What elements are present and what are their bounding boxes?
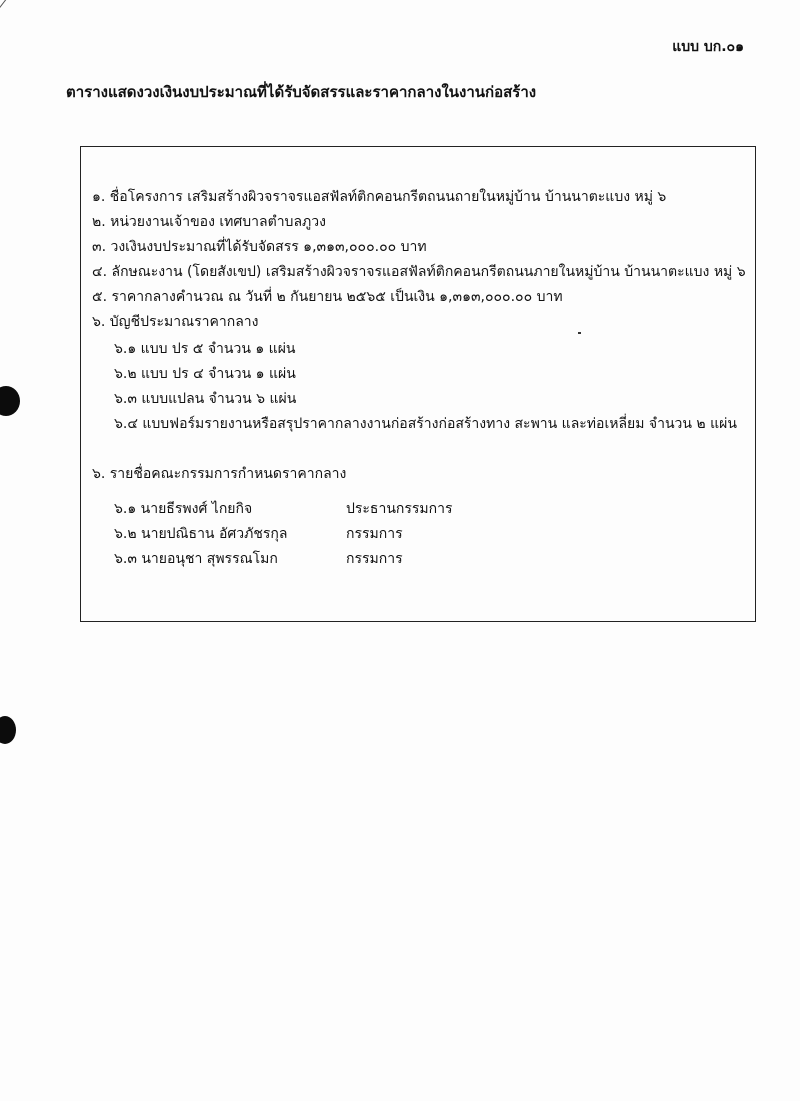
budget-amount: ๓. วงเงินงบประมาณที่ได้รับจัดสรร ๑,๓๑๓,๐๐๐.๐๐ บาท bbox=[92, 239, 427, 255]
price-list-item: ๖.๑ แบบ ปร ๕ จำนวน ๑ แผ่น bbox=[114, 341, 296, 357]
price-list-item: ๖.๓ แบบแปลน จำนวน ๖ แผ่น bbox=[114, 391, 297, 407]
committee-member-name: ๖.๑ นายธีรพงศ์ ไกยกิจ bbox=[114, 501, 253, 517]
scan-speck bbox=[578, 332, 581, 334]
committee-heading: ๖. รายชื่อคณะกรรมการกำหนดราคากลาง bbox=[92, 466, 347, 482]
owner-agency: ๒. หน่วยงานเจ้าของ เทศบาลตำบลภูวง bbox=[92, 214, 326, 230]
form-code: แบบ บก.๐๑ bbox=[672, 39, 744, 55]
punch-hole bbox=[0, 386, 20, 416]
median-price: ๕. ราคากลางคำนวณ ณ วันที่ ๒ กันยายน ๒๕๖๕ เป็นเงิน ๑,๓๑๓,๐๐๐.๐๐ บาท bbox=[92, 289, 563, 305]
committee-member-role: ประธานกรรมการ bbox=[346, 501, 453, 517]
work-description: ๔. ลักษณะงาน (โดยสังเขป) เสริมสร้างผิวจราจรแอสฟัลท์ติกคอนกรีตถนนภายในหมู่บ้าน บ้านนาตะแบง หมู่ ๖ bbox=[92, 264, 746, 280]
committee-member-role: กรรมการ bbox=[346, 526, 403, 542]
price-list-item: ๖.๔ แบบฟอร์มรายงานหรือสรุปราคากลางงานก่อสร้างก่อสร้างทาง สะพาน และท่อเหลี่ยม จำนวน ๒ แผ่น bbox=[114, 416, 737, 432]
scan-edge-line bbox=[0, 0, 19, 15]
committee-member-role: กรรมการ bbox=[346, 551, 403, 567]
page-title: ตารางแสดงวงเงินงบประมาณที่ได้รับจัดสรรและราคากลางในงานก่อสร้าง bbox=[66, 83, 537, 101]
price-list-heading: ๖. บัญชีประมาณราคากลาง bbox=[92, 314, 259, 330]
price-list-item: ๖.๒ แบบ ปร ๔ จำนวน ๑ แผ่น bbox=[114, 366, 296, 382]
committee-member-name: ๖.๒ นายปณิธาน อัศวภัชรกุล bbox=[114, 526, 288, 542]
committee-member-name: ๖.๓ นายอนุชา สุพรรณโมก bbox=[114, 551, 278, 567]
project-name: ๑. ชื่อโครงการ เสริมสร้างผิวจราจรแอสฟัลท์ติกคอนกรีตถนนถายในหมู่บ้าน บ้านนาตะแบง หมู่ ๖ bbox=[92, 189, 667, 205]
punch-hole bbox=[0, 716, 16, 744]
